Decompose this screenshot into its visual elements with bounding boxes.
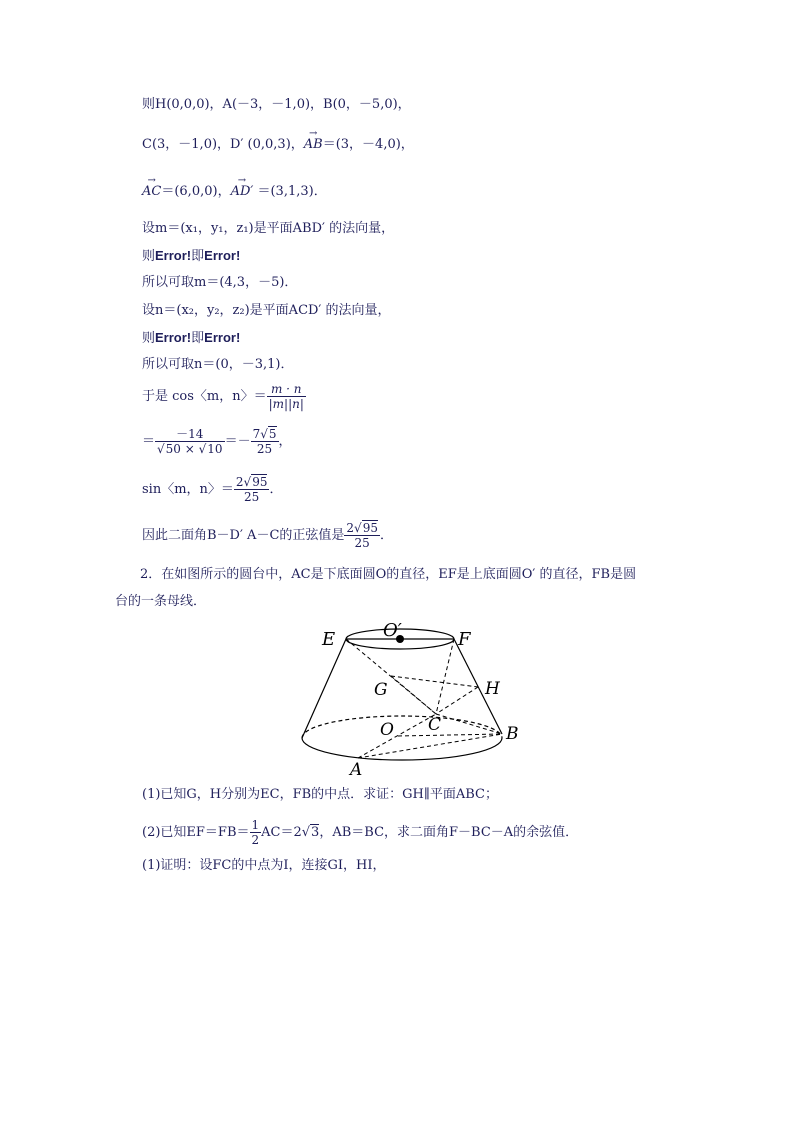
label-c: C [428,715,442,735]
fraction-cos-raw: $\frac{-14}{√50 \times √10}$ [157,427,223,456]
fraction-sin: $\frac{2√95}{25}$ [235,475,268,504]
fraction-answer: $\frac{2√95}{25}$ [346,521,378,550]
line-conclusion: 因此二面角B－D′ A－C的正弦值是 $\frac{2√95}{25}$ ． [142,521,393,550]
line-m-value: 所以可取m＝(4,3，－5)． [142,275,298,290]
label-h: H [485,679,500,699]
frustum-figure [290,618,530,778]
segment-cb [436,714,502,734]
segment-hc [436,687,478,714]
fraction-half: $\frac{1}{2}$ [251,818,260,847]
answer-1-start: (1)证明：设FC的中点为I，连接GI，HI， [142,858,386,873]
line-error-1: 则Error!即Error! [142,248,241,264]
line-coords-1: 则H(0,0,0)，A(－3，－1,0)，B(0，－5,0)， [142,97,411,112]
line-n-value: 所以可取n＝(0，－3,1)． [142,357,294,372]
line-cos: 于是 cos〈m，n〉＝ $\frac{m \cdot n}{|m||n|}$ [142,382,304,411]
question-2: (2)已知EF＝FB＝ $\frac{1}{2}$ AC＝2√3，AB＝BC，求二面角F－BC－A的余弦值． [142,818,579,847]
generatrix-left [302,639,346,738]
label-g: G [374,680,388,700]
line-sin: sin〈m，n〉＝ $\frac{2√95}{25}$ ． [142,475,283,504]
problem-2-line-2: 台的一条母线． [115,594,207,609]
question-1: (1)已知G，H分别为EC，FB的中点．求证：GH∥平面ABC； [142,787,499,802]
segment-ob [398,734,502,736]
bottom-base-front [302,738,502,760]
segment-gh [391,676,478,687]
line-error-2: 则Error!即Error! [142,330,241,346]
segment-gc [391,676,436,714]
line-vectors: → AC＝(6,0,0)，→ AD′ ＝(3,1,3)． [142,183,327,201]
bottom-base-back [302,716,502,738]
problem-2-line-1: 2．在如图所示的圆台中，AC是下底面圆O的直径，EF是上底面圆O′ 的直径，FB是圆 [140,567,637,582]
line-normal-m: 设m＝(x₁，y₁，z₁)是平面ABD′ 的法向量， [142,221,395,236]
line-normal-n: 设n＝(x₂，y₂，z₂)是平面ACD′ 的法向量， [142,303,391,318]
segment-fc [436,639,454,714]
vector-ad: → AD′ [231,183,254,201]
label-a: A [350,760,363,778]
label-o-prime: O′ [383,620,402,641]
fraction-cos-simplified: $\frac{7√5}{25}$ [252,427,277,456]
vector-ac: → AC [142,183,161,201]
line-cos-value: ＝ $\frac{-14}{√50 \times √10}$ ＝－ $\frac{7√5}{25}$ ， [142,427,292,456]
label-o: O [380,720,394,740]
label-e: E [322,629,336,650]
label-b: B [506,724,519,744]
label-f: F [458,629,471,650]
vector-ab: → AB [304,136,323,154]
fraction-cos: $\frac{m \cdot n}{|m||n|}$ [268,382,304,411]
segment-ac [358,714,436,758]
line-coords-2: C(3，－1,0)，D′ (0,0,3)，→ AB＝(3，－4,0)， [142,136,414,154]
